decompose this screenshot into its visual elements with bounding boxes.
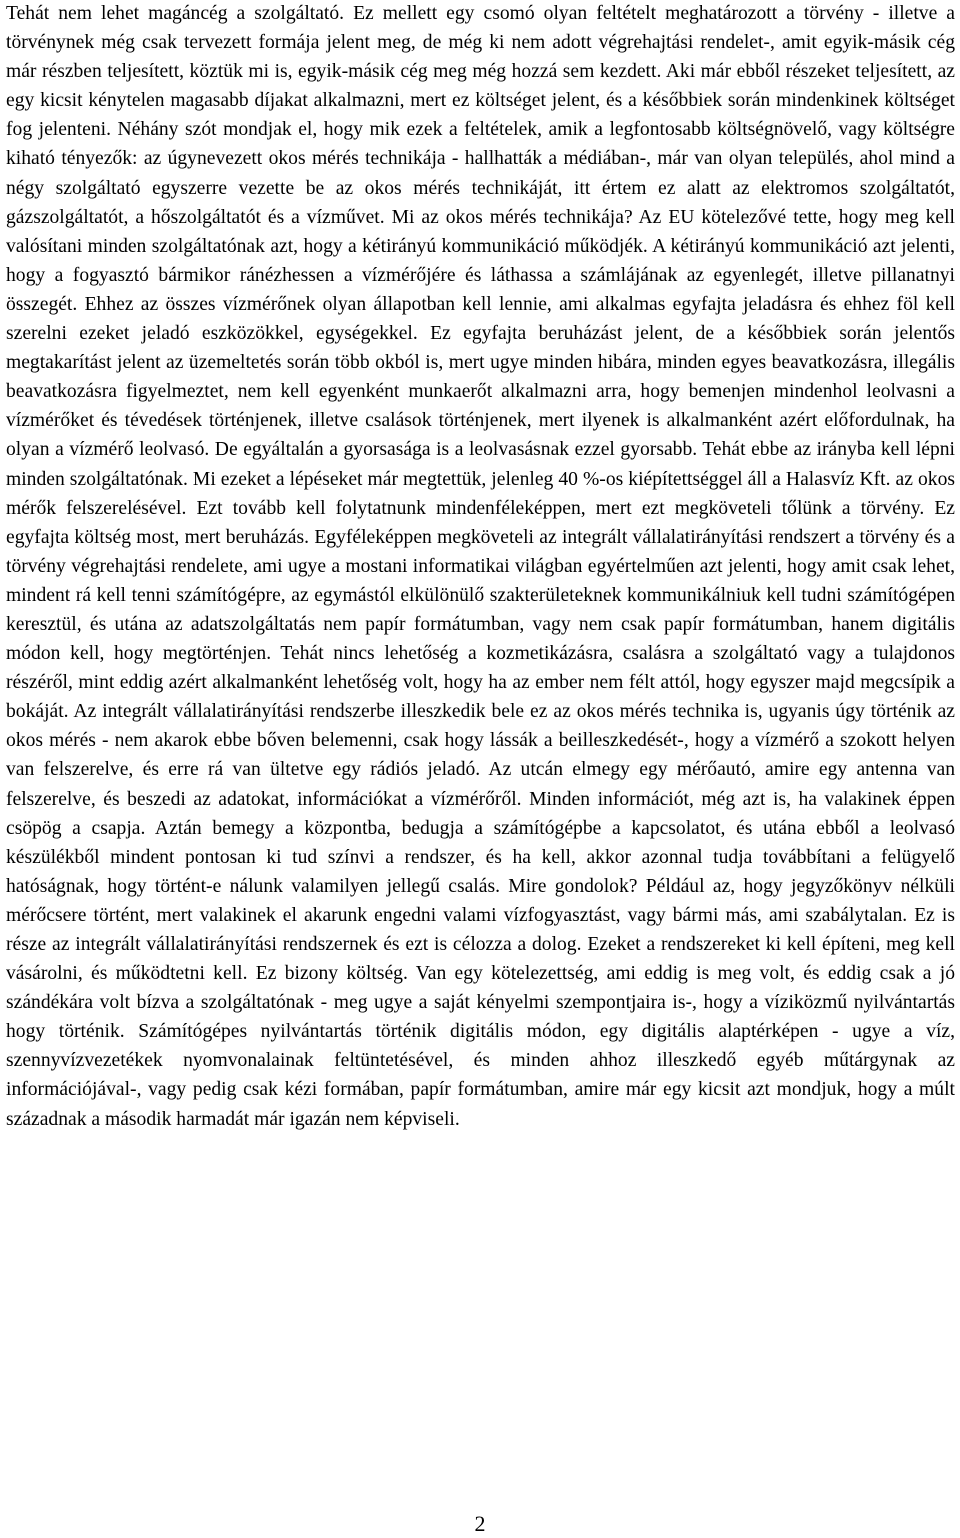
body-paragraph: Tehát nem lehet magáncég a szolgáltató. Ez mellett egy csomó olyan feltételt meghatározott a törvény - illetve a törvénynek még csak tervezett formája jelent meg, de még ki nem adott végrehajtási rendelet-, amit egyik-másik cég már részben teljesített, köztük mi is, egyik-másik cég meg még hozzá sem kezdett. Aki már ebből részeket teljesített, az egy kicsit kénytelen magasabb díjakat alkalmazni, mert ez költséget jelent, és a későbbiek során mindenkinek költséget fog jelenteni. Néhány szót mondjak el, hogy mik ezek a feltételek, amik a legfontosabb költségnövelő, vagy költségre kiható tényezők: az úgynevezett okos mérés technikája - hallhatták a médiában-, már van olyan település, ahol mind a négy szolgáltató egyszerre vezette be az okos mérés technikáját, itt értem ez alatt az elektromos szolgáltatót, gázszolgáltatót, a hőszolgáltatót és a vízművet. Mi az okos mérés technikája? Az EU kötelezővé tette, hogy meg kell valósítani minden szolgáltatónak azt, hogy a kétirányú kommunikáció működjék. A kétirányú kommunikáció azt jelenti, hogy a fogyasztó bármikor ránézhessen a vízmérőjére és láthassa a számlájának az egyenlegét, illetve pillanatnyi összegét. Ehhez az összes vízmérőnek olyan állapotban kell lennie, ami alkalmas egyfajta jeladásra és ehhez föl kell szerelni ezeket jeladó eszközökkel, egységekkel. Ez egyfajta beruházást jelent, de a későbbiek során jelentős megtakarítást jelent az üzemeltetés során több okból is, mert ugye minden hibára, minden egyes beavatkozásra, illegális beavatkozásra figyelmeztet, nem kell egyenként munkaerőt alkalmazni arra, hogy bemenjen mindenhol leolvasni a vízmérőket és tévedések történjenek, illetve csalások történjenek, mert ilyenek is alkalmanként azért előfordulnak, ha olyan a vízmérő leolvasó. De egyáltalán a gyorsasága is a leolvasásnak ezzel gyorsabb. Tehát ebbe az irányba kell lépni minden szolgáltatónak. Mi ezeket a lépéseket már megtettük, jelenleg 40 %-os kiépítettséggel áll a Halasvíz Kft. az okos mérők felszerelésével. Ezt tovább kell folytatnunk mindenféleképpen, mert ezt megköveteli tőlünk a törvény. Ez egyfajta költség most, mert beruházás. Egyféleképpen megköveteli az integrált vállalatirányítási rendszert a törvény és a törvény végrehajtási rendelete, ami ugye a mostani informatikai világban egyértelműen azt jelenti, hogy amit csak lehet, mindent rá kell tenni számítógépre, az egymástól elkülönülő szakterületeknek kommunikálniuk kell tudni számítógépen keresztül, és utána az adatszolgáltatás nem papír formátumban, vagy nem csak papír formátumban, hanem digitális módon kell, hogy megtörténjen. Tehát nincs lehetőség a kozmetikázásra, csalásra a szolgáltató vagy a tulajdonos részéről, mint eddig azért alkalmanként lehetőség volt, hogy ha az ember nem félt attól, hogy egyszer majd megcsípik a bokáját. Az integrált vállalatirányítási rendszerbe illeszkedik bele ez az okos mérés technika is, ugyanis úgy történik az okos mérés - nem akarok ebbe bőven belemenni, csak hogy lássák a beilleszkedését-, hogy a vízmérő a szokott helyen van felszerelve, és erre rá van ültetve egy rádiós jeladó. Az utcán elmegy egy mérőautó, amire egy antenna van felszerelve, és beszedi az adatokat, információkat a vízmérőről. Minden információt, még azt is, ha valakinek éppen csöpög a csapja. Aztán bemegy a központba, bedugja a számítógépbe a kapcsolatot, és utána ebből a leolvasó készülékből mindent pontosan ki tud színvi a rendszer, és ha kell, akkor azonnal tudja továbbítani a felügyelő hatóságnak, hogy történt-e nálunk valamilyen jellegű csalás. Mire gondolok? Például az, hogy jegyzőkönyv nélküli mérőcsere történt, mert valakinek el akarunk engedni valami vízfogyasztást, vagy bármi más, ami szabálytalan. Ez is része az integrált vállalatirányítási rendszernek és ezt is célozza a dolog. Ezeket a rendszereket ki kell építeni, meg kell vásárolni, és működtetni kell. Ez bizony költség. Van egy kötelezettség, ami eddig is meg volt, és eddig csak a jó szándékára volt bízva a szolgáltatónak - meg ugye a saját kényelmi szempontjaira is-, hogy a víziközmű nyilvántartás hogy történik. Számítógépes nyilvántartás történik digitális módon, egy digitális alaptérképen - ugye a víz, szennyvízvezetékek nyomvonalainak feltüntetésével, és minden ahhoz illeszkedő egyéb műtárgynak az információjával-, vagy pedig csak kézi formában, papír formátumban, amire már egy kicsit azt mondjuk, hogy a múlt századnak a második harmadát már igazán nem képviseli. xyxy=(6,3,955,1130)
page-number: 2 xyxy=(474,1511,486,1536)
document-page xyxy=(6,0,955,1134)
